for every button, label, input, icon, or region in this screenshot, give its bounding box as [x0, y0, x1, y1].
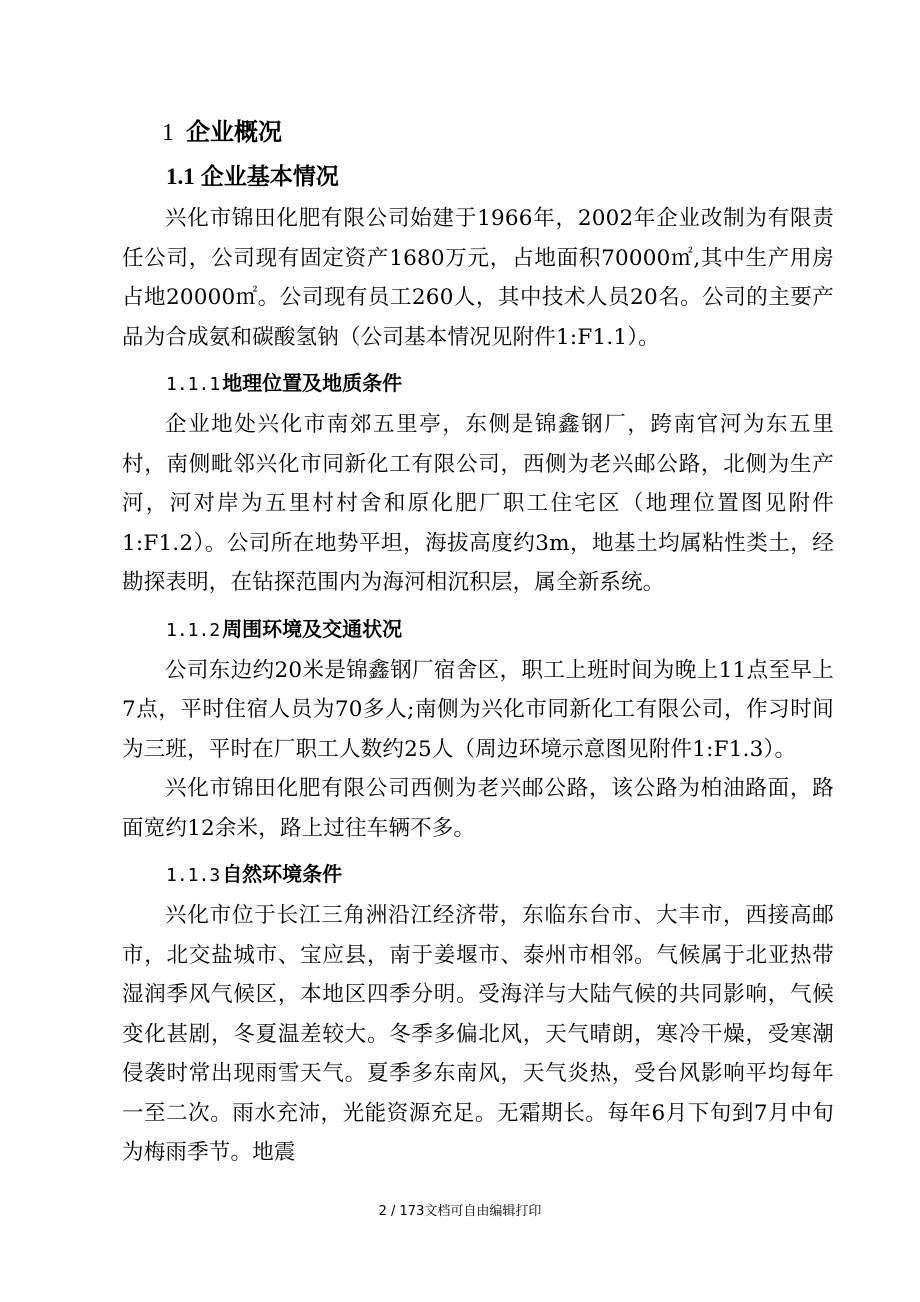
- subsection-title: 周围环境及交通状况: [222, 616, 403, 641]
- section-heading: [122, 155, 834, 199]
- subsection-title: 地理位置及地质条件: [222, 371, 403, 395]
- chapter-heading: [122, 110, 834, 155]
- subsection-title: 自然环境条件: [222, 862, 343, 886]
- chapter-title: 企业概况: [186, 118, 282, 146]
- page-content: [122, 110, 834, 1173]
- page-footer: 2 / 173文档可自由编辑打印: [378, 1204, 542, 1219]
- section-title: 企业基本情况: [200, 164, 339, 190]
- intro-paragraph: 兴化市锦田化肥有限公司始建于1966年，2002年企业改制为有限责任公司，公司现有固定资产1680万元，占地面积70000㎡,其中生产用房占地20000㎡。公司现有员工260人，其中技术人员20名。公司的主要产品为合成氨和碳酸氢钠（公司基本情况见附件1:F1.1）。: [122, 206, 834, 350]
- paragraph: 兴化市锦田化肥有限公司西侧为老兴邮公路，该公路为柏油路面，路面宽约12余米，路上过往车辆不多。: [122, 776, 834, 841]
- paragraph: 兴化市位于长江三角洲沿江经济带，东临东台市、大丰市，西接高邮市，北交盐城市、宝应县，南于姜堰市、泰州市相邻。气候属于北亚热带湿润季风气候区，本地区四季分明。受海洋与大陆气候的共同影响，气候变化甚剧，冬夏温差较大。冬季多偏北风，天气晴朗，寒冷干燥，受寒潮侵袭时常出现雨雪天气。夏季多东南风，天气炎热，受台风影响平均每年一至二次。雨水充沛，光能资源充足。无霜期长。每年6月下旬到7月中旬为梅雨季节。地震: [122, 903, 834, 1165]
- subsection-heading-2: [122, 609, 834, 651]
- chapter-number: 1: [162, 120, 174, 146]
- subsection-heading-1: [122, 363, 834, 405]
- paragraph: 企业地处兴化市南郊五里亭，东侧是锦鑫钢厂，跨南官河为东五里村，南侧毗邻兴化市同新化工有限公司，西侧为老兴邮公路，北侧为生产河，河对岸为五里村村舍和原化肥厂职工住宅区（地理位置图见附件1:F1.2）。公司所在地势平坦，海拔高度约3m，地基土均属粘性类土，经勘探表明，在钻探范围内为海河相沉积层，属全新系统。: [122, 412, 834, 595]
- subsection-number: 1.1.3: [166, 865, 221, 886]
- section-number: 1.1: [166, 164, 195, 189]
- paragraph: 公司东边约20米是锦鑫钢厂宿舍区，职工上班时间为晚上11点至早上7点，平时住宿人员为70多人;南侧为兴化市同新化工有限公司，作习时间为三班，平时在厂职工人数约25人（周边环境示意图见附件1:F1.3）。: [122, 657, 834, 762]
- subsection-number: 1.1.1: [166, 374, 221, 395]
- subsection-number: 1.1.2: [166, 619, 221, 641]
- subsection-heading-3: [122, 854, 834, 896]
